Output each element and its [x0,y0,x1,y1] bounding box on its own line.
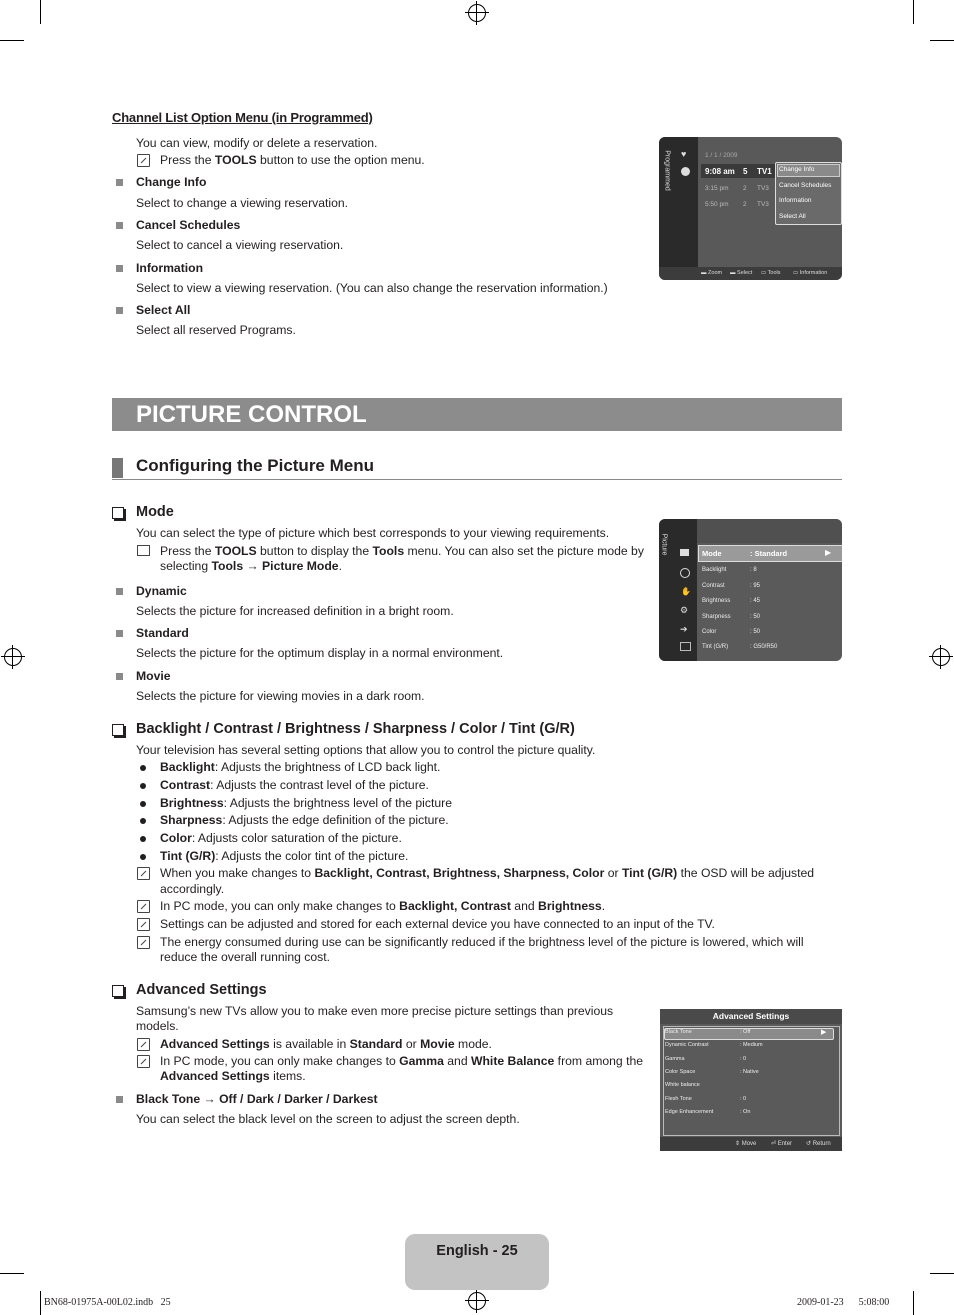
bullet-square [116,179,123,186]
bullet-item: Tint (G/R): Adjusts the color tint of the picture. [160,849,409,863]
setting-label: Backlight [702,567,727,573]
setting-label: Flesh Tone [665,1096,692,1102]
checkbox-bullet [112,724,124,736]
bullet-item: Sharpness: Adjusts the edge definition of the picture. [160,813,449,827]
footer-item: ▭ Information [793,270,828,276]
setting-value: : 0 [740,1096,747,1102]
bullet-square [116,307,123,314]
item-desc: Select to change a viewing reservation. [136,196,349,210]
item-desc: Selects the picture for the optimum display in a normal environment. [136,646,504,660]
setting-value: : On [740,1109,751,1115]
backlight-intro: Your television has several setting options that allow you to control the picture quality. [136,743,596,757]
setting-label: Black Tone [665,1029,692,1035]
print-date: 2009-01-23 5:08:00 [797,1297,890,1308]
setting-label: Tint (G/R) [702,644,729,650]
bullet-square [116,630,123,637]
bullet-item: Color: Adjusts color saturation of the picture. [160,831,402,845]
setting-value: : Off [740,1029,751,1035]
setup-icon: ⚙ [680,605,689,615]
bullet-item: Brightness: Adjusts the brightness level of the picture [160,796,452,810]
row-ch: 5 [743,167,748,176]
footer-item: ↺ Return [806,1141,831,1147]
bullet-square [116,222,123,229]
note-icon [137,1038,150,1051]
item-title: Change Info [136,175,207,189]
bullet-square [116,265,123,272]
item-title: Cancel Schedules [136,218,241,232]
note-text: Advanced Settings is available in Standard or Movie mode. [160,1037,492,1051]
row-name: TV3 [757,185,769,192]
advanced-heading: Advanced Settings [136,982,267,998]
note-icon [137,936,150,949]
item-title: Information [136,261,204,275]
setting-label: Contrast [702,583,725,589]
item-title: Standard [136,626,189,640]
chevron-right-icon: ▶ [821,1029,827,1036]
setting-label: Color Space [665,1069,696,1075]
note-text: Settings can be adjusted and stored for each external device you have connected to an input of the TV. [160,917,715,931]
note-text: When you make changes to Backlight, Contrast, Brightness, Sharpness, Color or Tint (G/R) the OSD will be adjusted [160,866,815,880]
section-intro: You can view, modify or delete a reservation. [136,136,378,150]
setting-value: : Medium [740,1042,763,1048]
bullet-item: Contrast: Adjusts the contrast level of the picture. [160,778,429,792]
footer-item: ▬ Zoom [701,270,723,276]
note-text: Advanced Settings items. [160,1069,306,1083]
note-text: accordingly. [160,882,225,896]
row-ch: 2 [743,185,747,192]
note-icon [137,1055,150,1068]
row-time: 5:50 pm [705,201,729,208]
tools-icon [137,545,150,556]
footer-item: ⇕ Move [735,1141,757,1147]
setting-label: Dynamic Contrast [665,1042,709,1048]
setting-label: Edge Enhancement [665,1109,714,1115]
screen-topbar [697,519,842,543]
sound-icon [680,568,690,578]
picture-screen [659,519,842,661]
row-time: 3:15 pm [705,185,729,192]
advanced-intro: Samsung’s new TVs allow you to make even more precise picture settings than previous [136,1004,614,1018]
item-title: Dynamic [136,584,187,598]
side-label: Picture [660,533,668,556]
mode-label: Mode [702,549,722,558]
crop-mark [930,40,954,41]
setting-value: : 8 [750,567,757,573]
support-icon [680,642,691,651]
setting-label: Sharpness [702,614,731,620]
clock-icon [681,167,690,176]
bullet-square [116,673,123,680]
date: 1 / 1 / 2009 [705,152,738,159]
setting-value: : 0 [740,1056,747,1062]
option-menu-item[interactable]: Information [779,197,812,204]
note-text: Press the TOOLS button to use the option menu. [160,153,425,167]
mode-note-line1: Press the TOOLS button to display the Tools menu. You can also set the picture mode by [160,544,644,558]
advanced-settings-screen [660,1009,842,1151]
crop-mark [0,1273,24,1274]
subheading-rule [112,479,842,480]
crop-mark [913,0,914,24]
note-icon [137,154,150,167]
item-desc: You can select the black level on the screen to adjust the screen depth. [136,1112,520,1126]
registration-mark-icon [468,1292,486,1310]
setting-value: : Native [740,1069,759,1075]
backlight-heading: Backlight / Contrast / Brightness / Sharpness / Color / Tint (G/R) [136,721,575,737]
subheading: Configuring the Picture Menu [136,456,374,475]
input-icon: ➔ [680,624,688,634]
crop-mark [0,40,24,41]
chevron-right-icon: ▶ [825,548,832,557]
registration-mark-icon [932,648,950,666]
crop-mark [40,1291,41,1315]
checkbox-bullet [112,985,124,997]
mode-note-line2: selecting Tools → Picture Mode. [160,559,342,573]
footer-item: ⏎ Enter [771,1141,793,1147]
setting-label: Gamma [665,1056,685,1062]
mode-heading: Mode [136,504,174,520]
row-name: TV1 [757,167,772,176]
bullet-square [116,1096,123,1103]
setting-label: Brightness [702,598,731,604]
item-desc: Selects the picture for viewing movies in a dark room. [136,689,425,703]
item-title: Select All [136,303,191,317]
bullet-dot [140,801,146,807]
setting-value: : 50 [750,614,761,620]
print-file: BN68-01975A-00L02.indb 25 [44,1297,171,1308]
heart-icon: ♥ [681,149,687,159]
bullet-dot [140,836,146,842]
setting-value: : 50 [750,629,761,635]
section-heading: Channel List Option Menu (in Programmed) [112,110,373,125]
note-icon [137,918,150,931]
note-text: The energy consumed during use can be significantly reduced if the brightness level of the picture is lowered, which will [160,935,804,949]
mode-intro: You can select the type of picture which best corresponds to your viewing requirements. [136,526,610,540]
crop-mark [40,0,41,24]
advanced-intro: models. [136,1019,179,1033]
subheading-marker [112,458,123,478]
bullet-dot [140,818,146,824]
note-icon [137,867,150,880]
footer-item: ▭ Tools [761,270,781,276]
bullet-dot [140,765,146,771]
mode-value: : Standard [750,549,788,558]
crop-mark [913,1291,914,1315]
registration-mark-icon [4,648,22,666]
note-text: In PC mode, you can only make changes to Backlight, Contrast and Brightness. [160,899,606,913]
note-text: reduce the overall running cost. [160,950,331,964]
side-label: Programmed [663,150,671,191]
bullet-dot [140,783,146,789]
bullet-square [116,588,123,595]
row-name: TV3 [757,201,769,208]
option-menu-item[interactable]: Change Info [779,166,815,173]
programmed-screen [659,137,842,280]
channel-icon: ✋ [681,587,691,596]
row-ch: 2 [743,201,747,208]
note-icon [137,900,150,913]
registration-mark-icon [468,4,486,22]
item-title: Movie [136,669,171,683]
page-label: English - 25 [436,1243,518,1259]
picture-icon [680,549,689,556]
note-text: In PC mode, you can only make changes to Gamma and White Balance from among the [160,1054,644,1068]
item-desc: Select all reserved Programs. [136,323,296,337]
setting-label: Color [702,629,717,635]
option-menu-item[interactable]: Select All [779,213,806,220]
item-desc: Select to cancel a viewing reservation. [136,238,344,252]
banner-title: PICTURE CONTROL [136,401,367,428]
item-title: Black Tone → Off / Dark / Darker / Darkest [136,1092,378,1106]
bullet-item: Backlight: Adjusts the brightness of LCD back light. [160,760,441,774]
bullet-dot [140,854,146,860]
footer-item: ▬ Select [730,270,753,276]
checkbox-bullet [112,507,124,519]
option-menu-item[interactable]: Cancel Schedules [779,182,832,189]
setting-value: : G50/R50 [750,644,778,650]
screen-title: Advanced Settings [712,1011,790,1021]
row-time: 9:08 am [705,167,735,176]
setting-value: : 95 [750,583,761,589]
item-desc: Selects the picture for increased definition in a bright room. [136,604,454,618]
crop-mark [930,1273,954,1274]
setting-label: White balance [665,1082,700,1088]
item-desc: Select to view a viewing reservation. (You can also change the reservation information.) [136,281,608,295]
setting-value: : 45 [750,598,761,604]
